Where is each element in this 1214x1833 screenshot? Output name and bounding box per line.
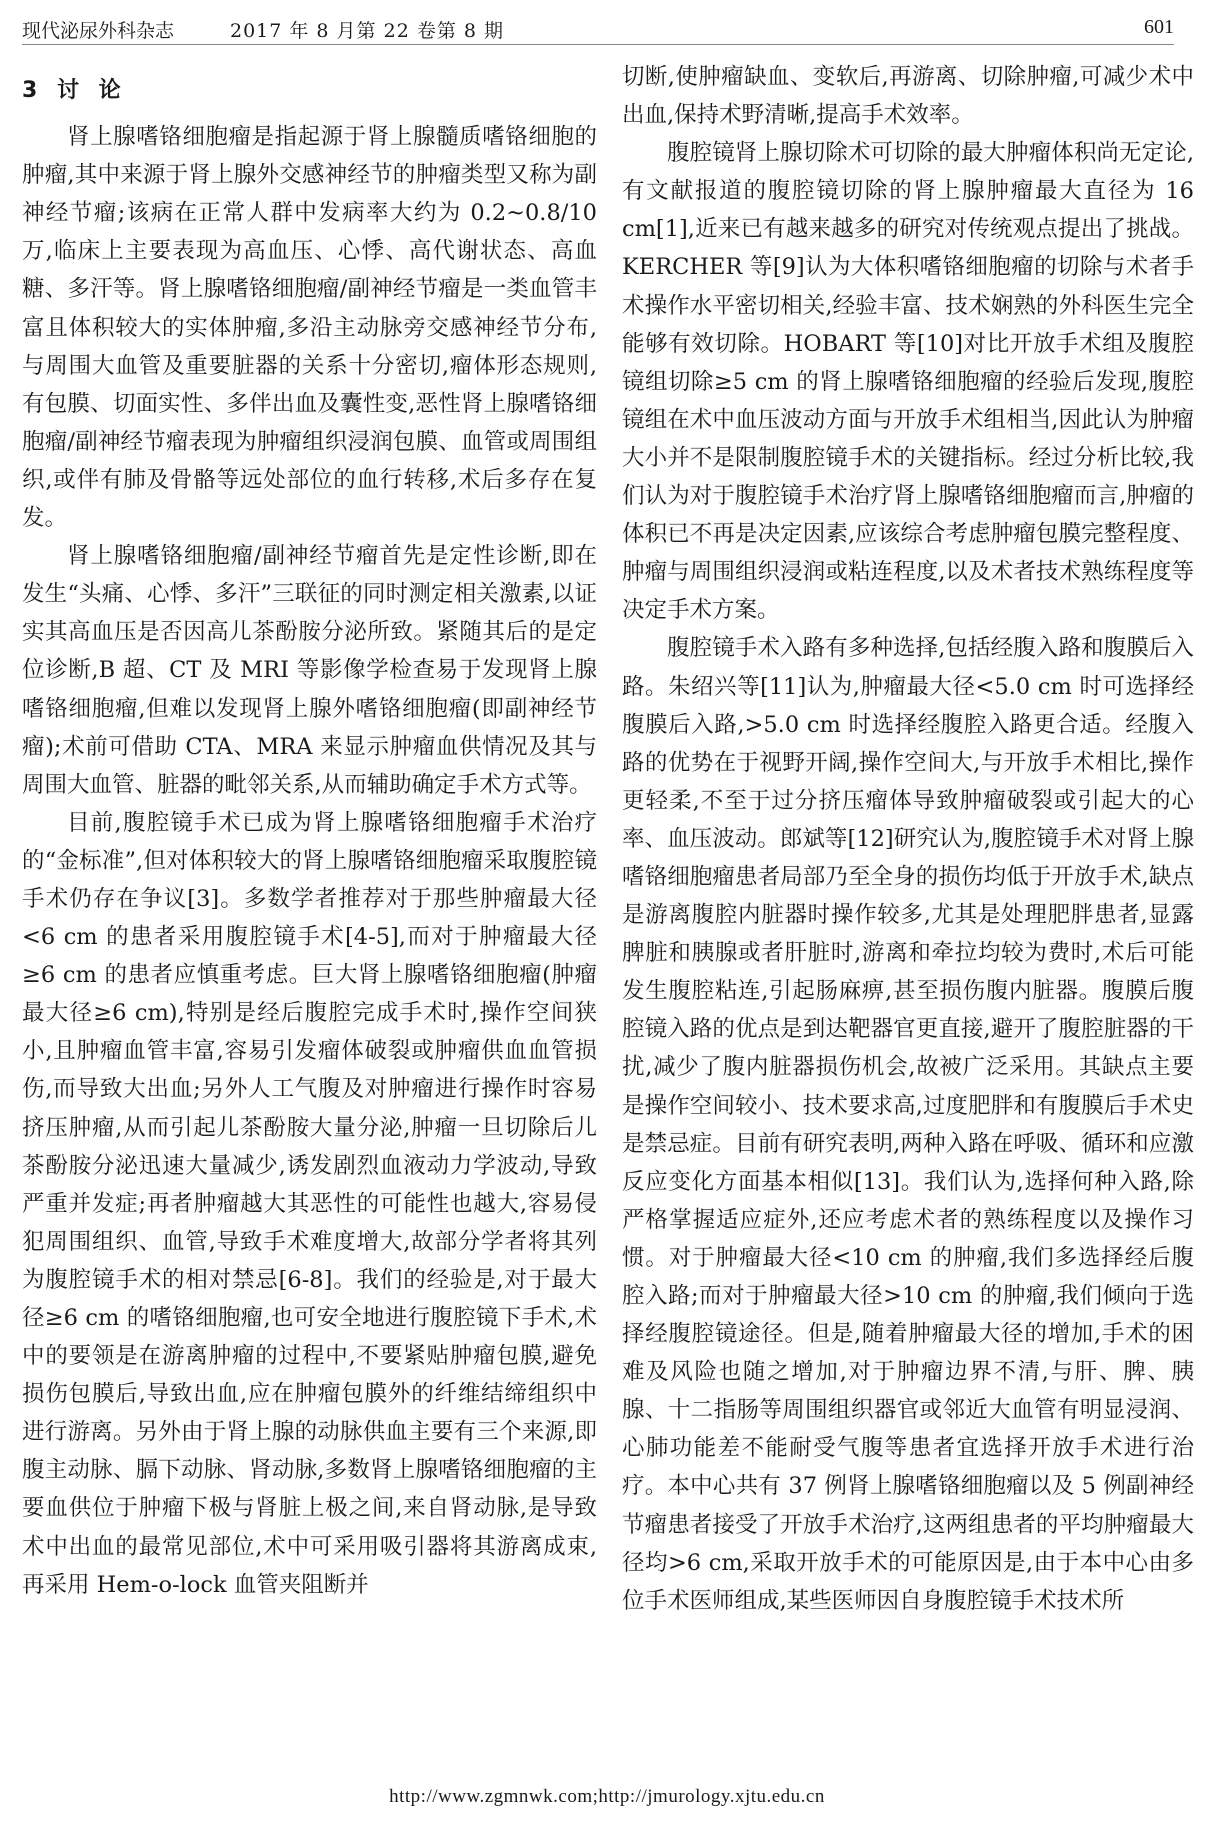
paragraph: 腹腔镜手术入路有多种选择,包括经腹入路和腹膜后入路。朱绍兴等[11]认为,肿瘤最大径<5.0 cm 时可选择经腹膜后入路,>5.0 cm 时选择经腹腔入路更合适。经腹入路的优势在于视野开阔,操作空间大,与开放手术相比,操作更轻柔,不至于过分挤压瘤体导致肿瘤破裂或引起大的心率、血压波动。郎斌等[12]研究认为,腹腔镜手术对肾上腺嗜铬细胞瘤患者局部乃至全身的损伤均低于开放手术,缺点是游离腹腔内脏器时操作较多,尤其是处理肥胖患者,显露脾脏和胰腺或者肝脏时,游离和牵拉均较为费时,术后可能发生腹腔粘连,引起肠麻痹,甚至损伤腹内脏器。腹膜后腹腔镜入路的优点是到达靶器官更直接,避开了腹腔脏器的干扰,减少了腹内脏器损伤机会,故被广泛采用。其缺点主要是操作空间较小、技术要求高,过度肥胖和有腹膜后手术史是禁忌症。目前有研究表明,两种入路在呼吸、循环和应激反应变化方面基本相似[13]。我们认为,选择何种入路,除严格掌握适应症外,还应考虑术者的熟练程度以及操作习惯。对于肿瘤最大径<10 cm 的肿瘤,我们多选择经后腹腔入路;而对于肿瘤最大径>10 cm 的肿瘤,我们倾向于选择经腹腔镜途径。但是,随着肿瘤最大径的增加,手术的困难及风险也随之增加,对于肿瘤边界不清,与肝、脾、胰腺、十二指肠等周围组织器官或邻近大血管有明显浸润、心肺功能差不能耐受气腹等患者宜选择开放手术进行治疗。本中心共有 37 例肾上腺嗜铬细胞瘤以及 5 例副神经节瘤患者接受了开放手术治疗,这两组患者的平均肿瘤最大径均>6 cm,采取开放手术的可能原因是,由于本中心由多位手术医师组成,某些医师因自身腹腔镜手术技术所	[622, 635, 1194, 1614]
paragraph: 腹腔镜肾上腺切除术可切除的最大肿瘤体积尚无定论,有文献报道的腹腔镜切除的肾上腺肿瘤最大直径为 16 cm[1],近来已有越来越多的研究对传统观点提出了挑战。KERCHER 等[9]认为大体积嗜铬细胞瘤的切除与术者手术操作水平密切相关,经验丰富、技术娴熟的外科医生完全能够有效切除。HOBART 等[10]对比开放手术组及腹腔镜组切除≥5 cm 的肾上腺嗜铬细胞瘤的经验后发现,腹腔镜组在术中血压波动方面与开放手术组相当,因此认为肿瘤大小并不是限制腹腔镜手术的关键指标。经过分析比较,我们认为对于腹腔镜手术治疗肾上腺嗜铬细胞瘤而言,肿瘤的体积已不再是决定因素,应该综合考虑肿瘤包膜完整程度、肿瘤与周围组织浸润或粘连程度,以及术者技术熟练程度等决定手术方案。	[622, 140, 1194, 624]
running-header	[22, 16, 1174, 45]
right-column	[622, 58, 1194, 1620]
paragraph: 目前,腹腔镜手术已成为肾上腺嗜铬细胞瘤手术治疗的“金标准”,但对体积较大的肾上腺嗜铬细胞瘤采取腹腔镜手术仍存在争议[3]。多数学者推荐对于那些肿瘤最大径<6 cm 的患者采用腹腔镜手术[4-5],而对于肿瘤最大径≥6 cm 的患者应慎重考虑。巨大肾上腺嗜铬细胞瘤(肿瘤最大径≥6 cm),特别是经后腹腔完成手术时,操作空间狭小,且肿瘤血管丰富,容易引发瘤体破裂或肿瘤供血血管损伤,而导致大出血;另外人工气腹及对肿瘤进行操作时容易挤压肿瘤,从而引起儿茶酚胺大量分泌,肿瘤一旦切除后儿茶酚胺分泌迅速大量减少,诱发剧烈血液动力学波动,导致严重并发症;再者肿瘤越大其恶性的可能性也越大,容易侵犯周围组织、血管,导致手术难度增大,故部分学者将其列为腹腔镜手术的相对禁忌[6-8]。我们的经验是,对于最大径≥6 cm 的嗜铬细胞瘤,也可安全地进行腹腔镜下手术,术中的要领是在游离肿瘤的过程中,不要紧贴肿瘤包膜,避免损伤包膜后,导致出血,应在肿瘤包膜外的纤维结缔组织中进行游离。另外由于肾上腺的动脉供血主要有三个来源,即腹主动脉、膈下动脉、肾动脉,多数肾上腺嗜铬细胞瘤的主要血供位于肿瘤下极与肾脏上极之间,来自肾动脉,是导致术中出血的最常见部位,术中可采用吸引器将其游离成束,再采用 Hem-o-lock 血管夹阻断并	[22, 809, 597, 1598]
paragraph-continuation: 切断,使肿瘤缺血、变软后,再游离、切除肿瘤,可减少术中出血,保持术野清晰,提高手术效率。	[622, 64, 1194, 129]
page-number: 601	[1144, 16, 1174, 38]
footer-urls[interactable]: http://www.zgmnwk.com;http://jmurology.xjtu.edu.cn	[389, 1786, 825, 1807]
section-title: 3 讨 论	[22, 78, 127, 103]
paragraph: 肾上腺嗜铬细胞瘤/副神经节瘤首先是定性诊断,即在发生“头痛、心悸、多汗”三联征的同时测定相关激素,以证实其高血压是否因高儿茶酚胺分泌所致。紧随其后的是定位诊断,B 超、CT 及 MRI 等影像学检查易于发现肾上腺嗜铬细胞瘤,但难以发现肾上腺外嗜铬细胞瘤(即副神经节瘤);术前可借助 CTA、MRA 来显示肿瘤血供情况及其与周围大血管、脏器的毗邻关系,从而辅助确定手术方式等。	[22, 543, 597, 798]
left-column	[22, 58, 597, 1604]
paragraph: 肾上腺嗜铬细胞瘤是指起源于肾上腺髓质嗜铬细胞的肿瘤,其中来源于肾上腺外交感神经节的肿瘤类型又称为副神经节瘤;该病在正常人群中发病率大约为 0.2~0.8/10 万,临床上主要表现为高血压、心悸、高代谢状态、高血糖、多汗等。肾上腺嗜铬细胞瘤/副神经节瘤是一类血管丰富且体积较大的实体肿瘤,多沿主动脉旁交感神经节分布,与周围大血管及重要脏器的关系十分密切,瘤体形态规则,有包膜、切面实性、多伴出血及囊性变,恶性肾上腺嗜铬细胞瘤/副神经节瘤表现为肿瘤组织浸润包膜、血管或周围组织,或伴有肺及骨骼等远处部位的血行转移,术后多存在复发。	[22, 124, 597, 532]
journal-name: 现代泌尿外科杂志	[22, 20, 175, 42]
issue-info: 2017 年 8 月第 22 卷第 8 期	[230, 20, 504, 42]
